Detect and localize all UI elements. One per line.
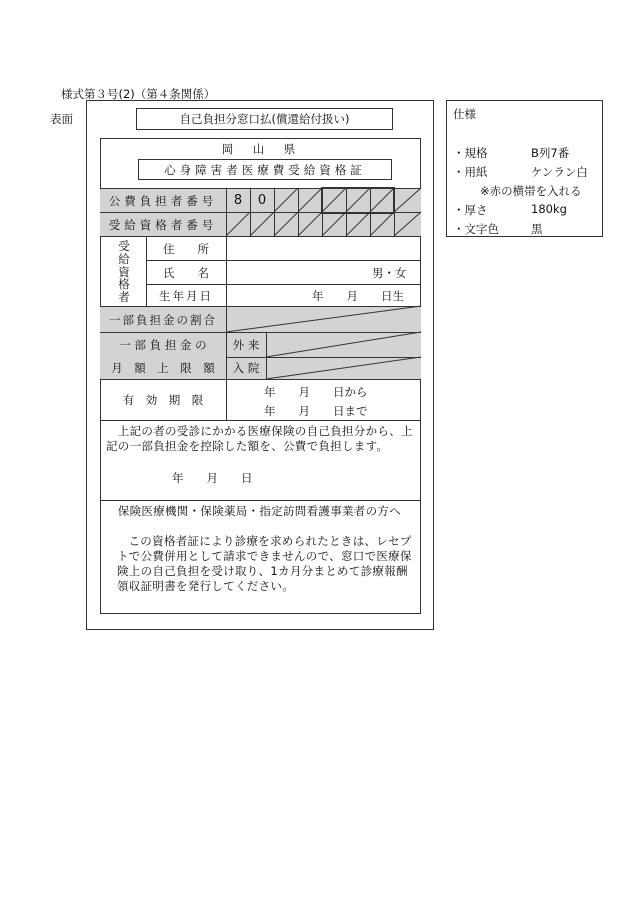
- outpatient-label: 外 来: [232, 338, 260, 352]
- notice-provider-body: この資格者証により診療を求められたときは、レセプトで公費併用として請求できませんので、窓口で医療保険上の自己負担を受け取り、1カ月分まとめて診療報酬領収証明書を発行してください。: [117, 534, 412, 593]
- payer-number-label: 公費負担者番号: [108, 193, 218, 208]
- prefecture: 岡 山 県: [221, 142, 300, 156]
- validity-label: 有 効 期 限: [122, 393, 204, 407]
- spec-row-size: ・規格 B列7番: [453, 146, 570, 160]
- payer-digit-2: 0: [257, 193, 267, 208]
- notice-date: 年 月 日: [172, 471, 253, 485]
- spec-row-ink: ・文字色 黒: [453, 222, 543, 236]
- sex-field: 男・女: [372, 266, 407, 280]
- side-label: 表面: [50, 112, 73, 126]
- validity-from: 年 月 日から: [264, 385, 368, 399]
- name-label: 氏 名: [163, 265, 209, 280]
- birth-date-label: 生年月日: [159, 288, 213, 303]
- limit-label-line1: 一 部 負 担 金 の: [119, 338, 207, 352]
- notice-provider-heading: 保険医療機関・保険薬局・指定訪問看護事業者の方へ: [106, 504, 401, 518]
- payer-digit-1: 8: [233, 193, 243, 208]
- notice-public-burden: 上記の者の受診にかかる医療保険の自己負担分から、上記の一部負担金を控除した額を、公費で負担します。: [106, 424, 413, 453]
- ratio-label: 一部負担金の割合: [109, 312, 217, 327]
- recipient-number-label: 受給資格者番号: [108, 217, 218, 232]
- form-number: 様式第３号(2)（第４条関係）: [61, 87, 216, 101]
- address-label: 住 所: [163, 241, 209, 256]
- spec-title: 仕様: [453, 107, 476, 121]
- validity-to: 年 月 日まで: [264, 404, 368, 418]
- top-title: 自己負担分窓口払(償還給付扱い): [136, 108, 393, 130]
- birth-date-field: 年 月 日生: [312, 289, 404, 303]
- inpatient-label: 入 院: [232, 361, 260, 375]
- limit-label-line2: 月 額 上 限 額: [111, 361, 215, 375]
- certificate-title: 心身障害者医療費受給資格証: [138, 159, 392, 180]
- spec-row-thickness: ・厚さ 180kg: [453, 202, 567, 217]
- eligible-person-label: 受給資格者: [118, 239, 130, 305]
- spec-row-note: ※赤の横帯を入れる: [480, 184, 582, 198]
- spec-row-paper: ・用紙 ケンラン白: [453, 165, 588, 179]
